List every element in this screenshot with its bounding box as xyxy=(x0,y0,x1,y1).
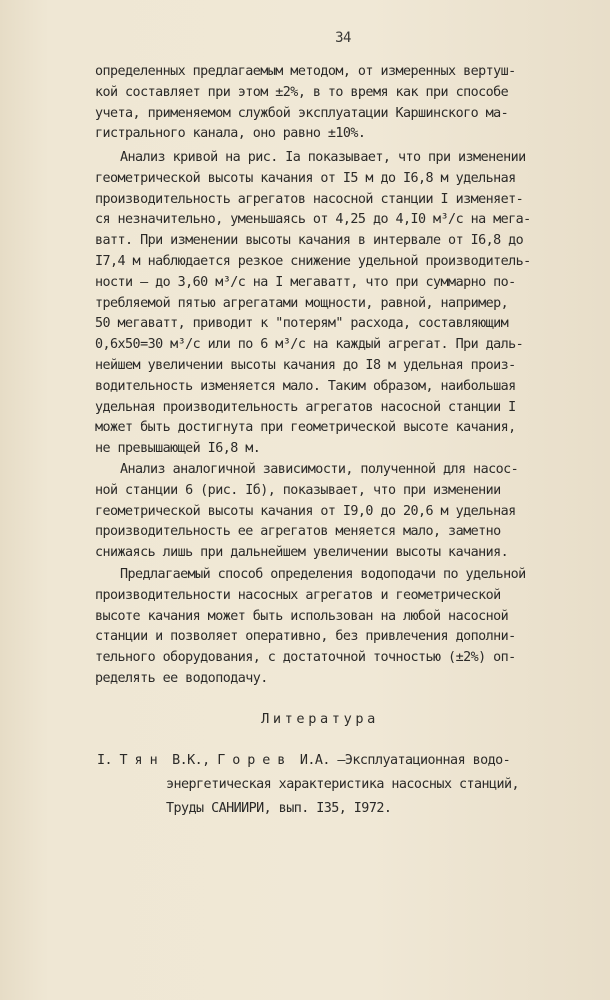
paragraph-1-line: кой составляет при этом ±2%, в то время как при способе xyxy=(95,84,509,100)
paragraph-1-line: учета, применяемом службой эксплуатации Каршинского ма- xyxy=(95,105,509,121)
paragraph-2-line: может быть достигнута при геометрической высоте качания, xyxy=(95,420,516,436)
paragraph-3-line: Анализ аналогичной зависимости, полученной для насос- xyxy=(120,462,519,477)
paragraph-2-line: водительность изменяется мало. Таким образом, наибольшая xyxy=(95,378,516,394)
paragraph-2-line: ся незначительно, уменьшаясь от 4,25 до 4,I0 м³/с на мега- xyxy=(95,212,531,228)
paragraph-4-line: производительности насосных агрегатов и геометрической xyxy=(95,587,501,603)
paragraph-3-line: производительность ее агрегатов меняется мало, заметно xyxy=(95,524,501,540)
paragraph-2-line: I7,4 м наблюдается резкое снижение удельной производитель- xyxy=(95,254,531,269)
paragraph-3-line: ной станции 6 (рис. Iб), показывает, что при изменении xyxy=(95,482,501,498)
paragraph-1-line: определенных предлагаемым методом, от измеренных вертуш- xyxy=(95,64,516,79)
paragraph-4-line: станции и позволяет оперативно, без привлечения дополни- xyxy=(95,629,516,645)
paragraph-2-line: производительность агрегатов насосной станции I изменяет- xyxy=(95,191,524,207)
paragraph-2-line: требляемой пятью агрегатами мощности, равной, например, xyxy=(95,295,509,311)
paragraph-2-line: 50 мегаватт, приводит к "потерям" расхода, составляющим xyxy=(95,316,509,332)
reference-1-line: I. Т я н В.К., Г о р е в И.А. –Эксплуатационная водо- xyxy=(97,753,511,768)
paragraph-1-line: гистрального канала, оно равно ±10%. xyxy=(95,126,366,142)
reference-1-line: энергетическая характеристика насосных станций, xyxy=(166,777,520,792)
paragraph-2-line: Анализ кривой на рис. Iа показывает, что при изменении xyxy=(120,150,526,165)
paragraph-4-line: тельного оборудования, с достаточной точностью (±2%) оп- xyxy=(95,650,516,666)
paragraph-4-line: ределять ее водоподачу. xyxy=(95,671,268,686)
paragraph-2-line: ности – до 3,60 м³/с на I мегаватт, что при суммарно по- xyxy=(95,274,516,290)
page-number: 34 xyxy=(335,30,351,46)
references-heading: Литература xyxy=(261,711,379,727)
paragraph-3-line: геометрической высоты качания от I9,0 до 20,6 м удельная xyxy=(95,503,516,519)
paragraph-2-line: нейшем увеличении высоты качания до I8 м удельная произ- xyxy=(95,358,516,373)
paragraph-2-line: не превышающей I6,8 м. xyxy=(95,441,261,457)
paragraph-2-line: геометрической высоты качания от I5 м до I6,8 м удельная xyxy=(95,170,516,186)
paragraph-2-line: 0,6х50=30 м³/с или по 6 м³/с на каждый агрегат. При даль- xyxy=(95,337,524,353)
paragraph-3-line: снижаясь лишь при дальнейшем увеличении высоты качания. xyxy=(95,545,509,561)
reference-1-line: Труды САНИИРИ, вып. I35, I972. xyxy=(166,801,392,816)
paragraph-2-line: ватт. При изменении высоты качания в интервале от I6,8 до xyxy=(95,233,524,249)
paragraph-2-line: удельная производительность агрегатов насосной станции I xyxy=(95,399,516,415)
paragraph-4-line: Предлагаемый способ определения водоподачи по удельной xyxy=(120,567,526,582)
paragraph-4-line: высоте качания может быть использован на любой насосной xyxy=(95,608,509,624)
